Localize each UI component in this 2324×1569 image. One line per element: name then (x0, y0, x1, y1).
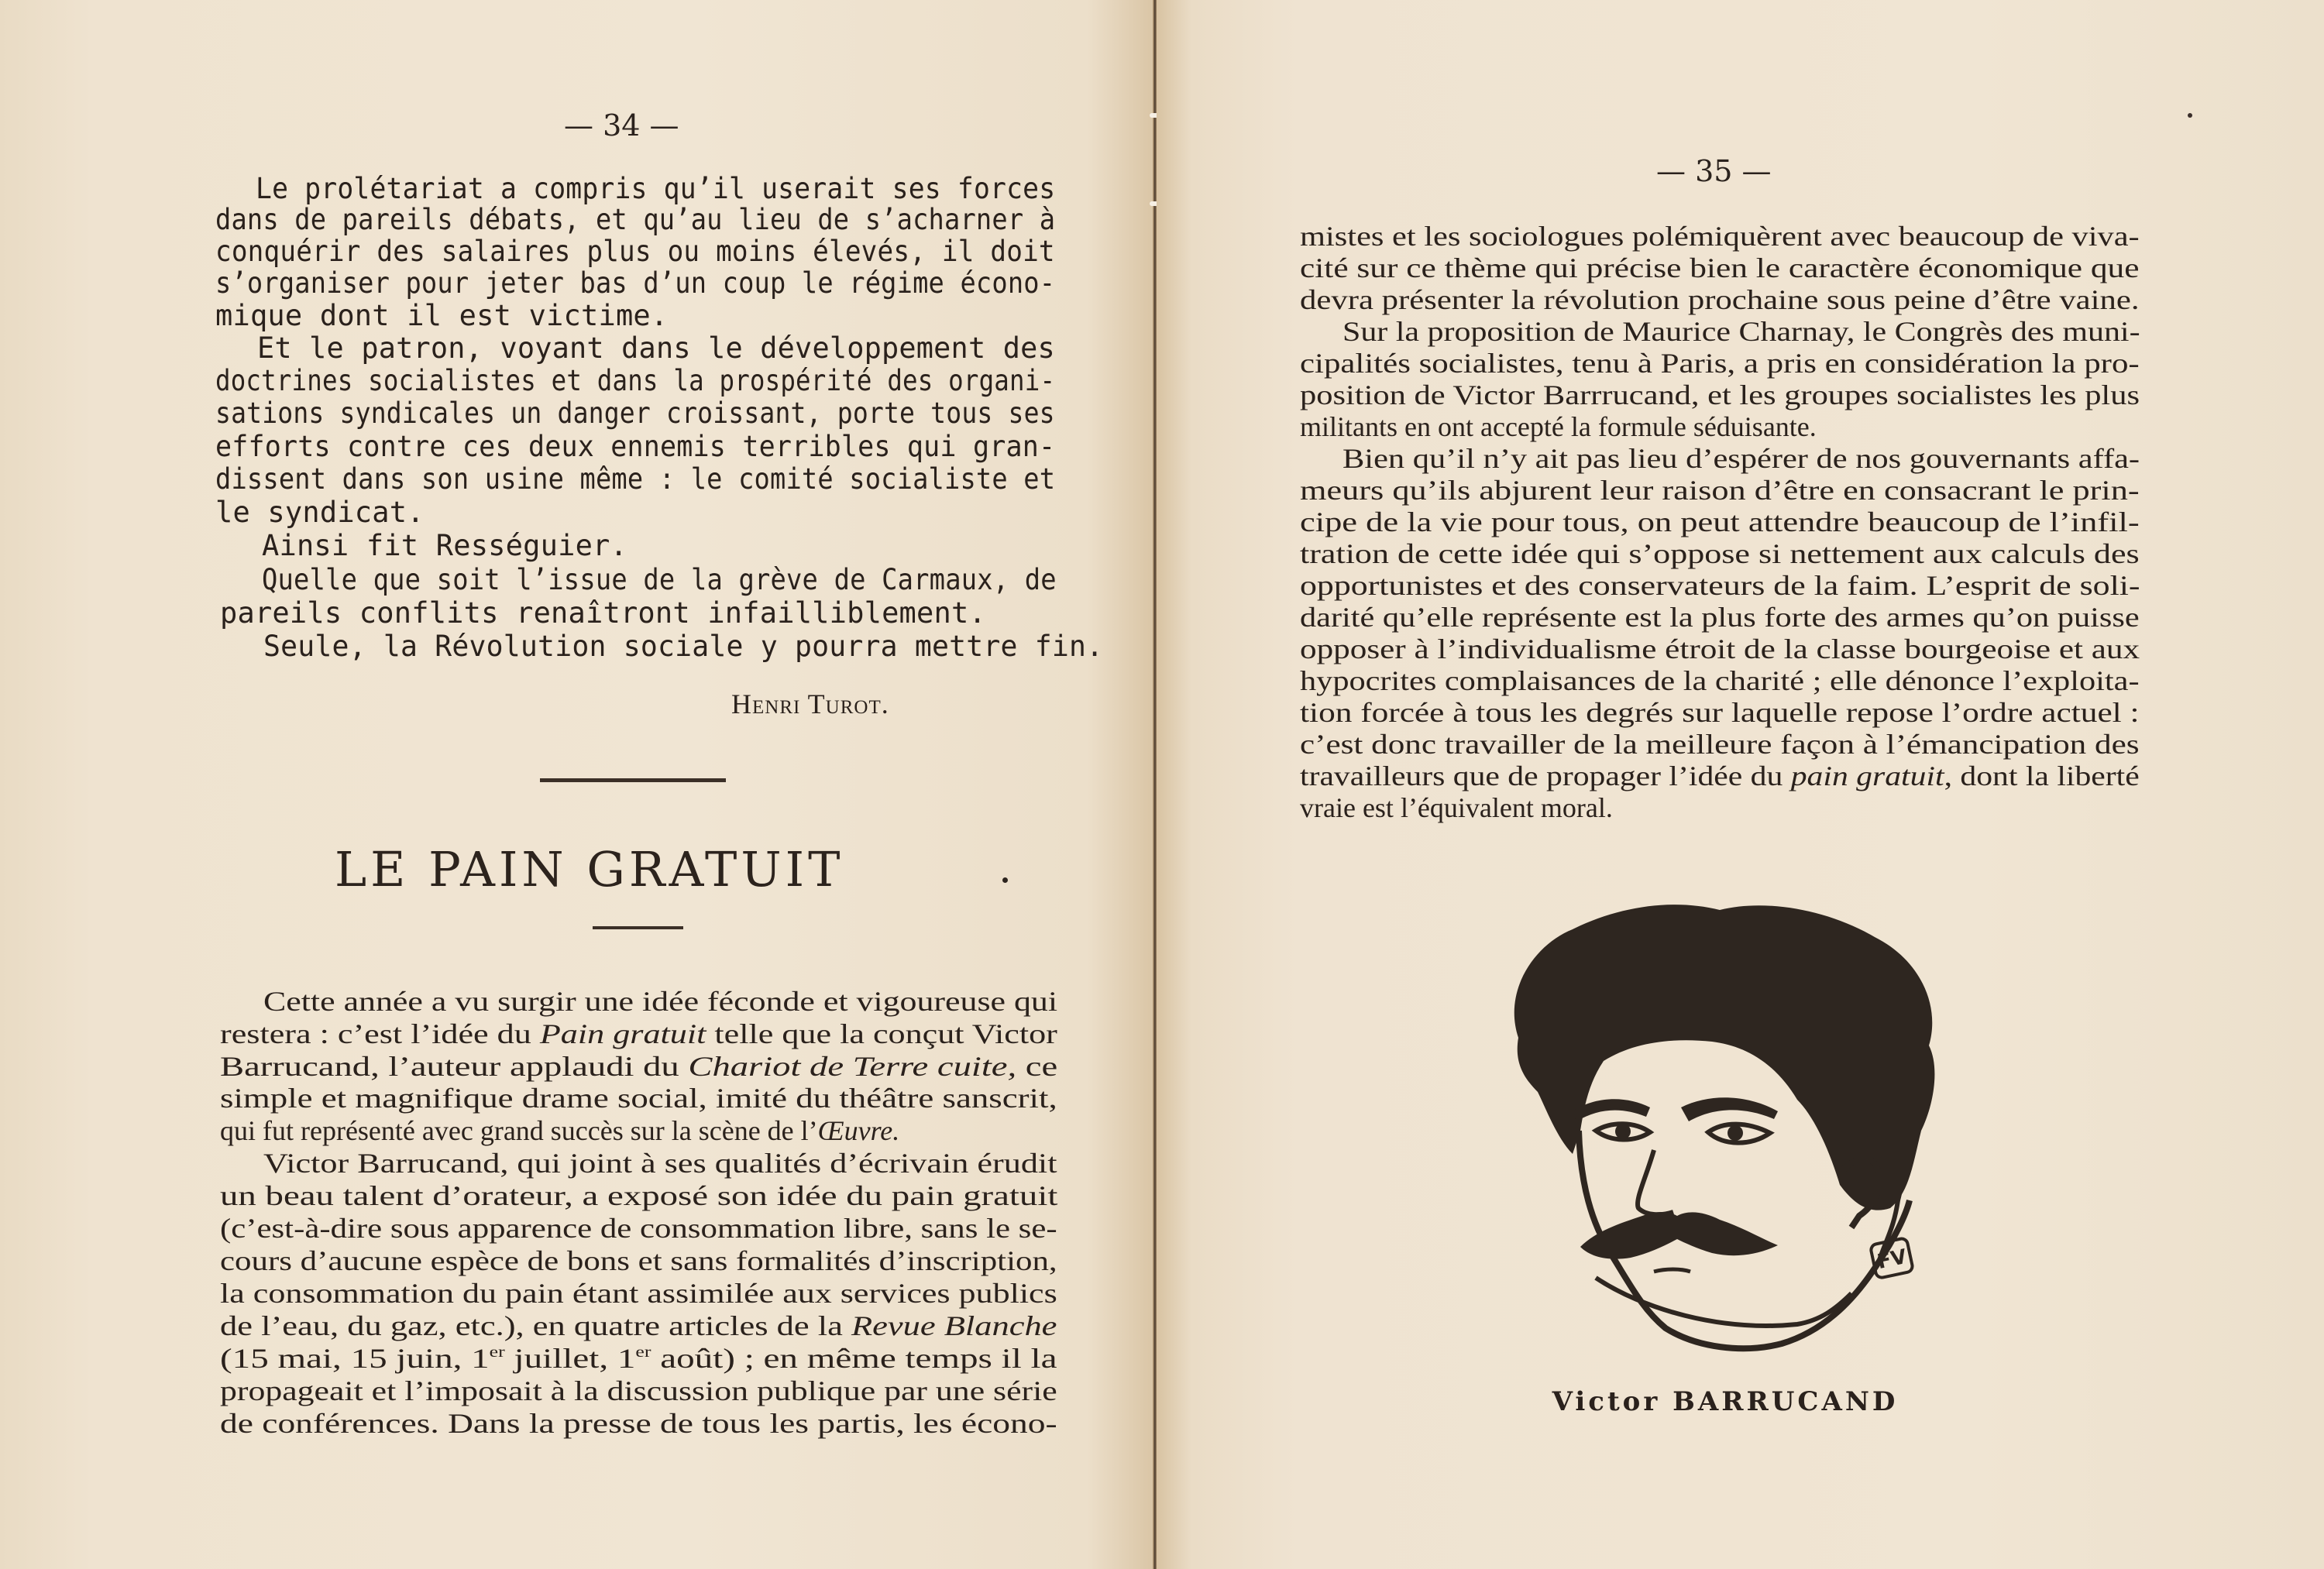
text-line: qui fut représenté avec grand succès sur la scène de l’Œuvre. (220, 1115, 900, 1146)
text-line: mique dont il est victime. (215, 299, 669, 332)
portrait-caption: Victor BARRUCAND (1552, 1386, 1899, 1417)
text-line: hypocrites complaisances de la charité ; elle dénonce l’exploita- (1300, 665, 2140, 696)
text-line: opportunistes et des conservateurs de la faim. L’esprit de soli- (1300, 570, 2140, 601)
italic-title: Pain gratuit (539, 1018, 706, 1049)
text-line: opposer à l’individualisme étroit de la classe bourgeoise et aux (1300, 633, 2140, 664)
text-line: cipalités socialistes, tenu à Paris, a pris en considération la pro- (1300, 348, 2140, 379)
text-line: Barrucand, l’auteur applaudi du Chariot de Terre cuite, ce (220, 1051, 1058, 1082)
portrait-eyebrow (1681, 1097, 1778, 1121)
text-line: doctrines socialistes et dans la prospérité des organi- (215, 364, 1056, 397)
text-line: le syndicat. (215, 496, 425, 529)
text-line: Cette année a vu surgir une idée féconde et vigoureuse qui (263, 986, 1058, 1017)
text-line: mistes et les sociologues polémiquèrent avec beaucoup de viva- (1300, 221, 2140, 252)
text-line: de conférences. Dans la presse de tous les partis, les écono- (220, 1408, 1057, 1439)
text-line: cité sur ce thème qui précise bien le caractère économique que (1300, 252, 2140, 283)
text-line: dissent dans son usine même : le comité socialiste et (215, 462, 1056, 496)
italic-title: pain gratuit (1790, 760, 1944, 791)
svg-text:FV: FV (1875, 1245, 1910, 1275)
portrait-nose (1638, 1150, 1673, 1214)
text-line: Et le patron, voyant dans le développement des (257, 331, 1055, 365)
page-number: — 35 — (1656, 154, 1772, 188)
left-page (0, 0, 1157, 1569)
italic-title: Œuvre. (817, 1115, 900, 1146)
text-line: Seule, la Révolution sociale y pourra mettre fin. (263, 630, 1104, 663)
title-underline (593, 926, 683, 929)
text-line: la consommation du pain étant assimilée aux services publics (220, 1278, 1057, 1309)
text-line: conquérir des salaires plus ou moins élevés, il doit (215, 235, 1055, 268)
text-line: vraie est l’équivalent moral. (1300, 792, 1613, 823)
text-line: position de Victor Barrrucand, et les groupes socialistes les plus (1300, 379, 2140, 410)
text-line: c’est donc travailler de la meilleure façon à l’émancipation des (1300, 729, 2140, 760)
text-line: pareils conflits renaîtront infailliblement. (220, 596, 986, 630)
article-title: LE PAIN GRATUIT (335, 841, 844, 898)
text-line: Le prolétariat a compris qu’il userait ses forces (256, 172, 1056, 205)
text-line: propageait et l’imposait à la discussion publique par une série (220, 1375, 1057, 1406)
italic-title: Revue Blanche (851, 1310, 1057, 1341)
text-line: tion forcée à tous les degrés sur laquelle repose l’ordre actuel : (1300, 697, 2140, 728)
text-line: tration de cette idée qui s’oppose si nettement aux calculs des (1300, 538, 2140, 569)
ink-dot (1002, 877, 1008, 883)
text-line: (15 mai, 15 juin, 1er juillet, 1er août) ; en même temps il la (220, 1343, 1057, 1374)
text-line: dans de pareils débats, et qu’au lieu de s’acharner à (215, 203, 1056, 236)
page-number: — 34 — (564, 108, 679, 142)
paper-speck (2188, 113, 2192, 118)
text-line: Quelle que soit l’issue de la grève de Carmaux, de (262, 563, 1057, 596)
text-line: simple et magnifique drame social, imité du théâtre sanscrit, (220, 1083, 1057, 1114)
text-line: Ainsi fit Rességuier. (262, 529, 627, 562)
text-line: restera : c’est l’idée du Pain gratuit telle que la conçut Victor (220, 1018, 1057, 1049)
text-line: cours d’aucune espèce de bons et sans formalités d’inscription, (220, 1245, 1057, 1276)
text-line: (c’est-à-dire sous apparence de consommation libre, sans le se- (220, 1213, 1057, 1244)
text-line: Victor Barrucand, qui joint à ses qualités d’écrivain érudit (263, 1148, 1057, 1179)
text-line: sations syndicales un danger croissant, porte tous ses (215, 397, 1055, 430)
portrait-woodcut (1487, 875, 1968, 1378)
italic-title: Chariot de Terre cuite, (688, 1051, 1017, 1082)
author-signature: Henri Turot. (731, 688, 889, 719)
text-line: militants en ont accepté la formule séduisante. (1300, 411, 1817, 442)
text-line: s’organiser pour jeter bas d’un coup le régime écono- (215, 266, 1056, 300)
text-line: de l’eau, du gaz, etc.), en quatre articles de la Revue Blanche (220, 1310, 1057, 1341)
text-line: efforts contre ces deux ennemis terribles qui gran- (215, 430, 1056, 463)
portrait-moustache (1580, 1212, 1778, 1259)
text-line: meurs qu’ils abjurent leur raison d’être en consacrant le prin- (1300, 475, 2140, 506)
text-line: cipe de la vie pour tous, on peut attendre beaucoup de l’infil- (1300, 506, 2140, 537)
text-line: travailleurs que de propager l’idée du pain gratuit, dont la liberté (1300, 760, 2140, 791)
section-divider (540, 778, 726, 782)
text-line: un beau talent d’orateur, a exposé son idée du pain gratuit (220, 1180, 1058, 1211)
text-line: Bien qu’il n’y ait pas lieu d’espérer de nos gouvernants affa- (1342, 443, 2140, 474)
text-line: darité qu’elle représente est la plus forte des armes qu’on puisse (1300, 602, 2140, 633)
text-line: Sur la proposition de Maurice Charnay, le Congrès des muni- (1342, 316, 2140, 347)
text-line: devra présenter la révolution prochaine sous peine d’être vaine. (1300, 284, 2140, 315)
